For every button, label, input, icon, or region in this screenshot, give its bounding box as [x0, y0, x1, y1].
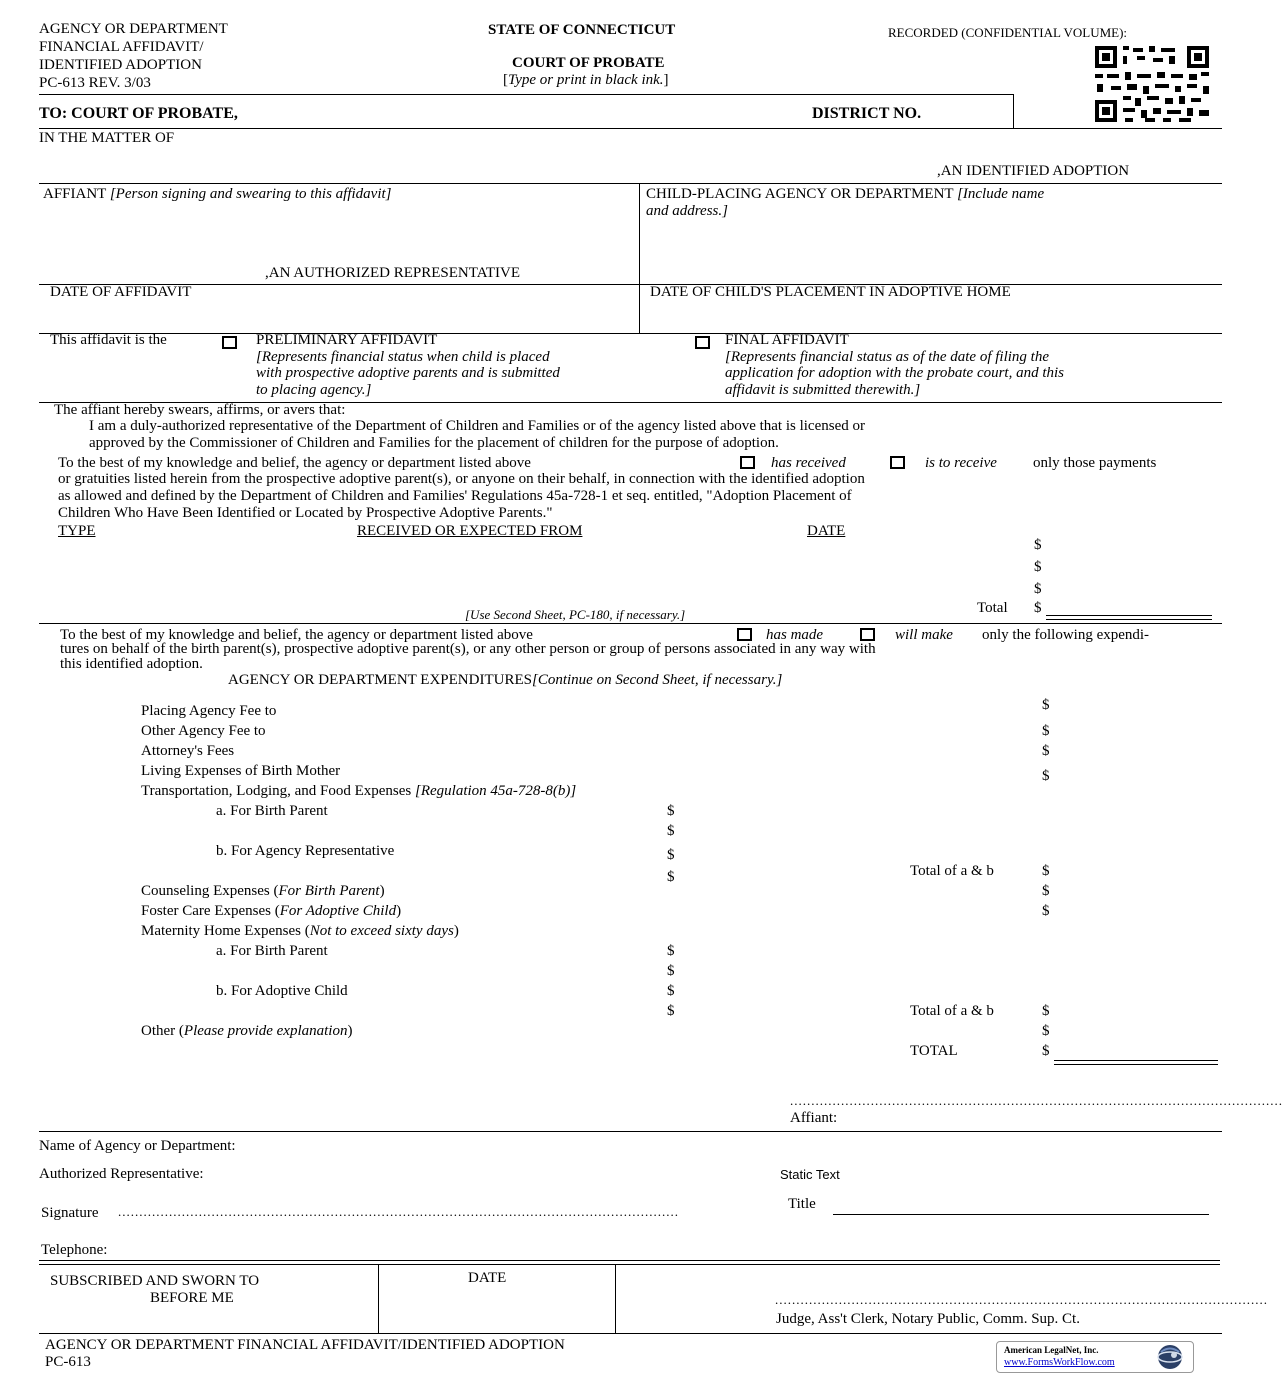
has-received-label: has received	[771, 455, 846, 471]
maternity-adoptive-child-label: b. For Adoptive Child	[216, 983, 348, 999]
legalnet-logo	[996, 1341, 1194, 1373]
divider	[1013, 94, 1014, 128]
counseling-note: For Birth Parent	[278, 883, 380, 899]
title-field[interactable]	[833, 1214, 1209, 1215]
dollar-sign: $	[667, 963, 675, 979]
will-make-checkbox[interactable]	[860, 628, 875, 641]
divider	[39, 623, 1222, 624]
dollar-sign: $	[667, 823, 675, 839]
col-received-from: RECEIVED OR EXPECTED FROM	[357, 523, 583, 539]
final-checkbox[interactable]	[695, 336, 710, 349]
signature-field[interactable]: ....................................................................................................................................	[118, 1204, 679, 1219]
total-ab-label: Total of a & b	[910, 1003, 994, 1019]
identified-adoption-label: ,AN IDENTIFIED ADOPTION	[937, 163, 1130, 179]
total-line	[1054, 1064, 1218, 1065]
has-made-label: has made	[766, 627, 824, 643]
district-label: DISTRICT NO.	[812, 105, 922, 122]
divider	[39, 284, 1222, 285]
received-text: as allowed and defined by the Department of Children and Families' Regulations 45a-728-1 et seq. entitled, "Adoption Placement of	[58, 488, 852, 504]
counseling-label: Counseling Expenses (For Birth Parent)	[141, 883, 385, 899]
transport-birth-parent-label: a. For Birth Parent	[216, 803, 328, 819]
has-received-checkbox[interactable]	[740, 456, 755, 469]
dollar-sign: $	[1034, 537, 1042, 553]
total-line	[1054, 1060, 1218, 1061]
authorized-rep-label: ,AN AUTHORIZED REPRESENTATIVE	[265, 265, 521, 281]
expend-text: only the following expendi-	[982, 627, 1150, 643]
attorney-fees-label: Attorney's Fees	[141, 743, 235, 759]
divider	[39, 183, 1222, 184]
judge-signature-line[interactable]: ....................................................................................................................	[775, 1292, 1268, 1307]
foster-note: For Adoptive Child	[279, 903, 397, 919]
preliminary-checkbox[interactable]	[222, 336, 237, 349]
affiant-title: AFFIANT	[43, 186, 107, 202]
form-code: PC-613 REV. 3/03	[39, 75, 151, 91]
to-court-label: TO: COURT OF PROBATE,	[39, 105, 238, 122]
dollar-sign: $	[667, 943, 675, 959]
total-line	[1046, 615, 1212, 616]
affidavit-is-label: This affidavit is the	[50, 332, 167, 348]
placing-fee-label: Placing Agency Fee to	[141, 703, 277, 719]
final-note: affidavit is submitted therewith.]	[725, 381, 921, 398]
logo-url[interactable]: www.FormsWorkFlow.com	[1004, 1357, 1115, 1368]
recorded-label: RECORDED (CONFIDENTIAL VOLUME):	[888, 25, 1128, 40]
preliminary-note: to placing agency.]	[256, 381, 372, 398]
divider	[39, 94, 1014, 95]
preliminary-block	[256, 332, 560, 398]
dollar-sign: $	[1042, 1023, 1050, 1039]
preliminary-title: PRELIMINARY AFFIDAVIT	[256, 332, 438, 348]
form-title-line: IDENTIFIED ADOPTION	[39, 57, 202, 73]
col-type: TYPE	[58, 523, 96, 539]
final-block	[725, 332, 1064, 398]
affiant-signature-label: Affiant:	[790, 1110, 838, 1126]
has-made-checkbox[interactable]	[737, 628, 752, 641]
swear-line: I am a duly-authorized representative of the Department of Children and Families or of the agency listed above that is licensed or	[89, 418, 865, 434]
other-note: Please provide explanation	[183, 1023, 348, 1039]
dollar-sign: $	[1042, 697, 1050, 713]
agency-note: and address.]	[646, 203, 728, 219]
other-label: Other (Please provide explanation)	[141, 1023, 353, 1039]
foster-title: Foster Care Expenses	[141, 903, 271, 919]
divider	[39, 1131, 1222, 1132]
will-make-label: will make	[895, 627, 953, 643]
expenditures-note: [Continue on Second Sheet, if necessary.]	[531, 672, 783, 688]
swear-line: approved by the Commissioner of Children and Families for the placement of children for the purpose of adoption.	[89, 435, 779, 451]
maternity-birth-parent-label: a. For Birth Parent	[216, 943, 328, 959]
auth-rep-label: Authorized Representative:	[39, 1166, 204, 1182]
date-affidavit-label: DATE OF AFFIDAVIT	[50, 284, 192, 300]
dollar-sign: $	[667, 869, 675, 885]
dollar-sign: $	[1042, 723, 1050, 739]
dollar-sign: $	[1042, 768, 1050, 784]
agency-note: [Include name	[957, 186, 1045, 202]
affiant-label	[43, 186, 392, 203]
judge-label: Judge, Ass't Clerk, Notary Public, Comm. Sup. Ct.	[776, 1311, 1080, 1327]
divider	[39, 1260, 1220, 1261]
expend-text: To the best of my knowledge and belief, the agency or department listed above	[60, 627, 533, 643]
divider	[39, 1264, 1220, 1265]
telephone-label: Telephone:	[41, 1242, 108, 1258]
maternity-title: Maternity Home Expenses	[141, 923, 301, 939]
signature-title: Signature	[41, 1205, 99, 1221]
living-expenses-label: Living Expenses of Birth Mother	[141, 763, 341, 779]
qr-code-icon	[1093, 44, 1211, 124]
form-title-line: AGENCY OR DEPARTMENT	[39, 21, 228, 37]
foster-label: Foster Care Expenses (For Adoptive Child)	[141, 903, 402, 919]
globe-icon	[1155, 1343, 1185, 1371]
total-label: Total	[977, 600, 1008, 616]
swear-intro: The affiant hereby swears, affirms, or avers that:	[54, 402, 346, 418]
form-title	[39, 20, 228, 92]
state-title: STATE OF CONNECTICUT	[488, 22, 676, 38]
dollar-sign: $	[1034, 559, 1042, 575]
maternity-note: Not to exceed sixty days	[309, 923, 454, 939]
col-date: DATE	[807, 523, 846, 539]
ink-note: [Type or print in black ink.]	[503, 72, 669, 88]
expenditures-title: AGENCY OR DEPARTMENT EXPENDITURES	[228, 672, 532, 688]
date-placement-label: DATE OF CHILD'S PLACEMENT IN ADOPTIVE HOME	[650, 284, 1011, 300]
affiant-signature-line[interactable]: ....................................................................................................................	[790, 1093, 1283, 1108]
dollar-sign: $	[1042, 1003, 1050, 1019]
title-label: Title	[788, 1196, 816, 1212]
preliminary-note: [Represents financial status when child is placed	[256, 348, 550, 365]
other-fee-label: Other Agency Fee to	[141, 723, 266, 739]
maternity-label: Maternity Home Expenses (Not to exceed sixty days)	[141, 923, 459, 939]
received-text: or gratuities listed herein from the prospective adoptive parent(s), or anyone on their behalf, in connection with the identified adoption	[58, 471, 865, 487]
dollar-sign: $	[667, 983, 675, 999]
dollar-sign: $	[667, 847, 675, 863]
final-title: FINAL AFFIDAVIT	[725, 332, 849, 348]
sworn-date-label: DATE	[468, 1270, 507, 1286]
matter-label: IN THE MATTER OF	[39, 130, 175, 146]
final-note: application for adoption with the probate court, and this	[725, 365, 1065, 381]
received-text: only those payments	[1033, 455, 1157, 471]
is-to-receive-label: is to receive	[925, 455, 997, 471]
final-note: [Represents financial status as of the date of filing the	[725, 348, 1050, 365]
dollar-sign: $	[1042, 863, 1050, 879]
received-text: Children Who Have Been Identified or Located by Prospective Adoptive Parents."	[58, 505, 553, 521]
dollar-sign: $	[1042, 1043, 1050, 1059]
counseling-title: Counseling Expenses	[141, 883, 270, 899]
footer-code: PC-613	[45, 1354, 91, 1370]
preliminary-note: with prospective adoptive parents and is submitted	[256, 365, 560, 381]
agency-label	[646, 186, 1044, 220]
divider	[378, 1264, 379, 1333]
expend-text: tures on behalf of the birth parent(s), prospective adoptive parent(s), or any other person or group of persons associated in any way with	[60, 641, 876, 657]
affiant-note: [Person signing and swearing to this affidavit]	[109, 186, 392, 202]
total-ab-label: Total of a & b	[910, 863, 994, 879]
dollar-sign: $	[667, 803, 675, 819]
signature-label	[41, 1205, 99, 1222]
transport-title: Transportation, Lodging, and Food Expenses	[141, 783, 412, 799]
other-title: Other	[141, 1023, 176, 1039]
received-text: To the best of my knowledge and belief, the agency or department listed above	[58, 455, 531, 471]
logo-name: American LegalNet, Inc.	[1004, 1345, 1099, 1355]
divider	[39, 1333, 1222, 1334]
transport-label	[141, 783, 576, 800]
court-title: COURT OF PROBATE	[512, 55, 665, 71]
agency-name-label: Name of Agency or Department:	[39, 1138, 236, 1154]
sworn-label: SUBSCRIBED AND SWORN TO	[50, 1273, 260, 1289]
is-to-receive-checkbox[interactable]	[890, 456, 905, 469]
dollar-sign: $	[1042, 743, 1050, 759]
dollar-sign: $	[667, 1003, 675, 1019]
grand-total-label: TOTAL	[910, 1043, 958, 1059]
static-text: Static Text	[780, 1167, 840, 1182]
second-sheet-note: [Use Second Sheet, PC-180, if necessary.]	[465, 607, 686, 622]
expenditures-heading	[228, 672, 782, 689]
divider	[39, 128, 1222, 129]
footer-title: AGENCY OR DEPARTMENT FINANCIAL AFFIDAVIT/IDENTIFIED ADOPTION	[45, 1337, 565, 1353]
transport-agency-rep-label: b. For Agency Representative	[216, 843, 395, 859]
divider	[639, 183, 640, 333]
dollar-sign: $	[1042, 883, 1050, 899]
divider	[615, 1264, 616, 1333]
dollar-sign: $	[1034, 581, 1042, 597]
dollar-sign: $	[1042, 903, 1050, 919]
dollar-sign: $	[1034, 600, 1042, 616]
agency-title: CHILD-PLACING AGENCY OR DEPARTMENT	[646, 186, 954, 202]
total-line	[1046, 619, 1212, 620]
sworn-label: BEFORE ME	[150, 1290, 234, 1306]
expend-text: this identified adoption.	[60, 656, 203, 672]
form-title-line: FINANCIAL AFFIDAVIT/	[39, 39, 204, 55]
transport-regulation: [Regulation 45a-728-8(b)]	[415, 783, 577, 799]
